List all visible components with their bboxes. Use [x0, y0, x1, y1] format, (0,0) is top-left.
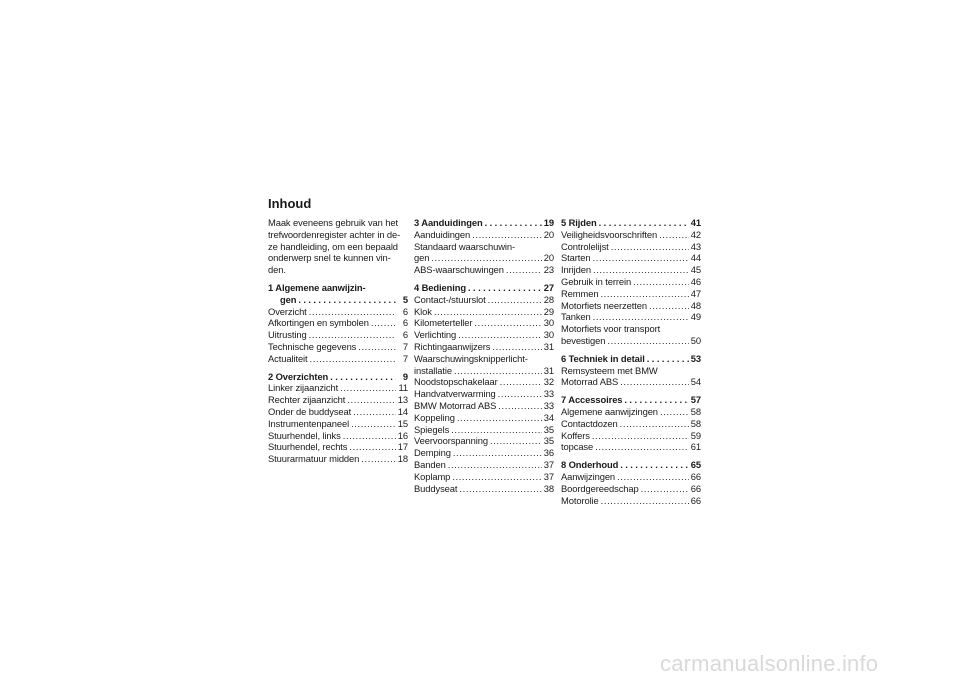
toc-entry-page: 36 — [543, 447, 554, 459]
leader-dots — [620, 459, 689, 471]
toc-entry[interactable] — [561, 495, 701, 507]
toc-entry-page: 37 — [543, 470, 554, 482]
page-title: Inhoud — [268, 196, 312, 211]
toc-entry[interactable] — [414, 294, 554, 306]
toc-entry[interactable] — [268, 418, 408, 430]
toc-entry[interactable] — [268, 353, 408, 365]
toc-entry-page: 58 — [690, 417, 701, 429]
toc-entry-text: Richtingaanwijzers — [414, 340, 491, 352]
toc-section-s2 — [268, 371, 408, 465]
toc-entry-page: 66 — [690, 494, 701, 506]
section-page-number: 27 — [543, 281, 554, 293]
toc-entry[interactable] — [268, 329, 408, 341]
toc-entry[interactable] — [561, 241, 701, 253]
toc-entry[interactable] — [561, 276, 701, 288]
toc-entry-page: 66 — [690, 482, 701, 494]
toc-entry-page: 44 — [690, 252, 701, 264]
toc-entry-page: 33 — [543, 388, 554, 400]
toc-entry-text: Koffers — [561, 429, 590, 441]
toc-entry-page: 54 — [690, 376, 701, 388]
toc-entry-page: 18 — [397, 453, 408, 465]
toc-entry-page: 49 — [690, 311, 701, 323]
leader-dots — [659, 229, 689, 241]
section-heading-line[interactable] — [561, 353, 701, 365]
toc-entry-text: Contactdozen — [561, 417, 618, 429]
toc-entry-text: Buddyseat — [414, 482, 458, 494]
section-page-number: 41 — [690, 217, 701, 228]
toc-entry-page: 46 — [690, 275, 701, 287]
toc-entry-text: Handvatverwarming — [414, 388, 496, 400]
toc-entry-text: topcase — [561, 441, 594, 453]
toc-entry-text: Veiligheidsvoorschriften — [561, 228, 658, 240]
toc-entry-text: Stuurarmatuur midden — [268, 453, 360, 465]
leader-dots — [458, 329, 542, 341]
leader-dots — [358, 341, 396, 353]
toc-column-1 — [268, 217, 408, 471]
leader-dots — [617, 471, 689, 483]
section-heading-text: 4 Bediening — [414, 281, 467, 293]
toc-entry-text: Overzicht — [268, 305, 307, 317]
leader-dots — [599, 217, 689, 229]
leader-dots — [448, 459, 542, 471]
toc-entry-page: 7 — [402, 340, 408, 352]
toc-entry[interactable] — [414, 388, 554, 400]
toc-entry-text: Onder de buddyseat — [268, 405, 352, 417]
toc-entry-text: Motorrad ABS — [561, 376, 619, 388]
section-page-number: 53 — [690, 352, 701, 364]
leader-dots — [454, 365, 542, 377]
leader-dots — [457, 412, 542, 424]
toc-entry[interactable] — [561, 376, 701, 388]
leader-dots — [451, 424, 542, 436]
leader-dots — [474, 317, 541, 329]
toc-entry[interactable] — [414, 435, 554, 447]
toc-entry[interactable] — [414, 459, 554, 471]
leader-dots — [607, 335, 688, 347]
toc-entry[interactable] — [561, 300, 701, 312]
toc-entry-text: gen — [414, 252, 430, 264]
leader-dots — [490, 435, 542, 447]
toc-entry-text: Algemene aanwijzingen — [561, 405, 658, 417]
toc-entry-page: 32 — [543, 376, 554, 388]
toc-entry-text: installatie — [414, 364, 452, 376]
toc-entry[interactable] — [414, 329, 554, 341]
toc-section-s6 — [561, 353, 701, 388]
toc-entry[interactable] — [414, 341, 554, 353]
section-heading-text: gen — [280, 293, 297, 305]
toc-entry[interactable] — [268, 382, 408, 394]
section-heading — [268, 282, 408, 306]
toc-entry-text: Actualiteit — [268, 352, 308, 364]
toc-section-s4 — [414, 282, 554, 494]
toc-entry-page: 48 — [690, 299, 701, 311]
leader-dots — [468, 282, 542, 294]
section-heading-text: 5 Rijden — [561, 217, 597, 228]
toc-entry-page: 34 — [543, 411, 554, 423]
toc-entry-first-line[interactable]: Waarschuwingsknipperlicht- — [414, 352, 528, 364]
section-heading-line[interactable] — [561, 394, 701, 406]
toc-entry-page: 6 — [402, 329, 408, 341]
toc-entry-text: Starten — [561, 252, 591, 264]
section-heading — [561, 353, 701, 365]
toc-entry-text: Motorfiets neerzetten — [561, 299, 647, 311]
toc-column-3 — [561, 217, 701, 512]
toc-entry-page: 59 — [690, 429, 701, 441]
toc-section-s5 — [561, 217, 701, 347]
leader-dots — [347, 394, 395, 406]
section-page-number: 57 — [690, 394, 701, 406]
toc-entry-text: Controlelijst — [561, 240, 609, 252]
toc-entry-page: 58 — [690, 405, 701, 417]
section-heading-line[interactable] — [268, 371, 408, 383]
watermark: carmanualsonline.info — [660, 651, 879, 676]
section-heading-line[interactable] — [414, 217, 554, 229]
toc-entry[interactable] — [561, 406, 701, 418]
leader-dots — [330, 371, 396, 383]
leader-dots — [601, 495, 689, 507]
toc-entry-text: ABS-waarschuwingen — [414, 264, 504, 276]
toc-entry-text: Klok — [414, 305, 432, 317]
toc-entry[interactable] — [268, 406, 408, 418]
leader-dots — [498, 400, 541, 412]
leader-dots — [361, 453, 395, 465]
toc-entry-page: 28 — [543, 293, 554, 305]
section-heading-first-line: 1 Algemene aanwijzin- — [268, 281, 366, 293]
leader-dots — [593, 264, 689, 276]
toc-entry[interactable] — [414, 252, 554, 264]
section-heading — [414, 282, 554, 294]
toc-entry[interactable] — [268, 430, 408, 442]
leader-dots — [624, 394, 688, 406]
section-heading — [414, 217, 554, 229]
toc-entry-page: 66 — [690, 470, 701, 482]
toc-entry-text: Aanwijzingen — [561, 470, 616, 482]
toc-entry-page: 30 — [543, 329, 554, 341]
toc-entry[interactable] — [414, 376, 554, 388]
toc-entry-text: Uitrusting — [268, 329, 307, 341]
toc-entry-text: bevestigen — [561, 334, 606, 346]
toc-entry-text: Noodstopschakelaar — [414, 376, 498, 388]
toc-entry[interactable] — [268, 441, 408, 453]
leader-dots — [593, 252, 689, 264]
toc-entry[interactable] — [414, 400, 554, 412]
toc-entry[interactable] — [561, 229, 701, 241]
toc-entry-text: Verlichting — [414, 329, 457, 341]
toc-entry-page: 29 — [543, 305, 554, 317]
leader-dots — [647, 353, 689, 365]
toc-entry-page: 6 — [402, 317, 408, 329]
toc-entry-page: 45 — [690, 264, 701, 276]
toc-entry-text: Technische gegevens — [268, 340, 357, 352]
toc-entry-text: Banden — [414, 458, 446, 470]
toc-entry[interactable] — [561, 288, 701, 300]
section-heading-line[interactable] — [414, 282, 554, 294]
toc-entry[interactable] — [561, 264, 701, 276]
section-heading-text: 8 Onderhoud — [561, 459, 619, 471]
toc-entry-page: 11 — [398, 382, 408, 394]
leader-dots — [349, 441, 395, 453]
toc-entry[interactable] — [561, 471, 701, 483]
toc-entry-first-line[interactable]: Motorfiets voor transport — [561, 323, 661, 335]
leader-dots — [353, 406, 396, 418]
toc-entry-page: 14 — [397, 405, 408, 417]
toc-entry[interactable] — [561, 418, 701, 430]
leader-dots — [485, 217, 542, 229]
toc-entry[interactable] — [268, 453, 408, 465]
toc-entry[interactable] — [414, 424, 554, 436]
toc-entry-page: 16 — [397, 429, 408, 441]
toc-entry-page: 23 — [543, 264, 554, 276]
toc-entry[interactable] — [414, 264, 554, 276]
toc-entry-text: Boordgereedschap — [561, 482, 639, 494]
toc-section-s8 — [561, 459, 701, 506]
section-page-number: 65 — [690, 459, 701, 471]
toc-entry-text: Demping — [414, 447, 451, 459]
toc-entry-first-line[interactable]: Remsysteem met BMW — [561, 364, 658, 376]
toc-entry-page: 20 — [543, 252, 554, 264]
section-heading — [561, 217, 701, 229]
toc-entry[interactable] — [561, 430, 701, 442]
toc-entry-page: 33 — [543, 399, 554, 411]
toc-entry-text: Instrumentenpaneel — [268, 417, 350, 429]
leader-dots — [500, 376, 542, 388]
toc-entry[interactable] — [414, 412, 554, 424]
toc-entry[interactable] — [561, 441, 701, 453]
leader-dots — [340, 382, 396, 394]
toc-entry-page: 6 — [402, 305, 408, 317]
leader-dots — [310, 353, 396, 365]
toc-entry[interactable] — [268, 394, 408, 406]
leader-dots — [611, 241, 689, 253]
toc-entry[interactable] — [414, 471, 554, 483]
toc-entry-page: 35 — [543, 423, 554, 435]
toc-entry-page: 20 — [543, 228, 554, 240]
toc-entry-text: Afkortingen en symbolen — [268, 317, 369, 329]
leader-dots — [434, 306, 542, 318]
toc-entry-page: 61 — [690, 441, 701, 453]
toc-entry-text: Koppeling — [414, 411, 455, 423]
toc-section-s3 — [414, 217, 554, 276]
toc-entry[interactable] — [268, 341, 408, 353]
leader-dots — [452, 471, 541, 483]
toc-entry-page: 13 — [397, 394, 408, 406]
leader-dots — [343, 430, 396, 442]
toc-entry-page: 37 — [543, 458, 554, 470]
toc-section-s7 — [561, 394, 701, 453]
section-heading-text: 2 Overzichten — [268, 370, 329, 382]
toc-entry-page: 15 — [397, 417, 408, 429]
leader-dots — [592, 430, 689, 442]
section-heading — [561, 394, 701, 406]
toc-entry-text: Veervoorspanning — [414, 435, 488, 447]
toc-entry-text: Aanduidingen — [414, 228, 471, 240]
toc-entry-page: 47 — [690, 287, 701, 299]
toc-entry[interactable] — [414, 365, 554, 377]
toc-entry[interactable] — [561, 335, 701, 347]
leader-dots — [472, 229, 542, 241]
toc-entry[interactable] — [414, 317, 554, 329]
section-heading — [268, 371, 408, 383]
leader-dots — [506, 264, 542, 276]
section-heading-text: 6 Techniek in detail — [561, 352, 645, 364]
section-heading — [561, 459, 701, 471]
toc-entry-text: BMW Motorrad ABS — [414, 399, 497, 411]
section-heading-line[interactable] — [561, 459, 701, 471]
toc-entry-text: Remmen — [561, 287, 599, 299]
leader-dots — [600, 288, 688, 300]
toc-entry-text: Linker zijaanzicht — [268, 382, 339, 394]
leader-dots — [620, 418, 689, 430]
leader-dots — [459, 483, 541, 495]
section-page-number: 5 — [402, 293, 408, 305]
toc-entry-text: Spiegels — [414, 423, 450, 435]
leader-dots — [633, 276, 689, 288]
leader-dots — [431, 252, 541, 264]
toc-section-s1 — [268, 282, 408, 365]
leader-dots — [309, 306, 396, 318]
toc-entry-page: 30 — [543, 317, 554, 329]
section-heading-text: 3 Aanduidingen — [414, 217, 483, 228]
section-heading-text: 7 Accessoires — [561, 394, 623, 406]
toc-entry-page: 43 — [690, 240, 701, 252]
leader-dots — [641, 483, 689, 495]
leader-dots — [595, 441, 689, 453]
section-page-number: 19 — [543, 217, 554, 228]
toc-entry-page: 50 — [690, 334, 701, 346]
toc-entry-page: 31 — [543, 340, 554, 352]
leader-dots — [620, 376, 689, 388]
toc-entry-first-line[interactable]: Standaard waarschuwin- — [414, 240, 515, 252]
toc-entry-text: Stuurhendel, rechts — [268, 441, 348, 453]
toc-entry-text: Koplamp — [414, 470, 451, 482]
leader-dots — [453, 447, 542, 459]
toc-entry[interactable] — [268, 306, 408, 318]
toc-entry-page: 35 — [543, 435, 554, 447]
leader-dots — [593, 311, 689, 323]
toc-column-2 — [414, 217, 554, 500]
leader-dots — [488, 294, 542, 306]
leader-dots — [309, 329, 396, 341]
toc-entry-page: 42 — [690, 228, 701, 240]
leader-dots — [298, 294, 396, 306]
section-heading-line[interactable] — [561, 217, 701, 229]
leader-dots — [660, 406, 689, 418]
toc-entry-page: 7 — [402, 352, 408, 364]
leader-dots — [498, 388, 542, 400]
toc-entry-text: Rechter zijaanzicht — [268, 394, 346, 406]
toc-entry-text: Contact-/stuurslot — [414, 293, 486, 305]
section-heading-line[interactable] — [280, 294, 408, 306]
leader-dots — [371, 317, 396, 329]
toc-entry-text: Kilometerteller — [414, 317, 473, 329]
intro-text: Maak eveneens gebruik van het trefwoordenregister achter in de-ze handleiding, om een bepaald onderwerp snel te kunnen vin-den. — [268, 217, 401, 276]
toc-entry-text: Stuurhendel, links — [268, 429, 341, 441]
toc-entry[interactable] — [414, 447, 554, 459]
toc-entry[interactable] — [414, 483, 554, 495]
toc-entry-text: Gebruik in terrein — [561, 275, 632, 287]
toc-entry-text: Inrijden — [561, 264, 591, 276]
toc-entry[interactable] — [561, 252, 701, 264]
toc-entry-text: Tanken — [561, 311, 591, 323]
leader-dots — [492, 341, 541, 353]
toc-entry-page: 17 — [397, 441, 408, 453]
toc-entry[interactable] — [268, 317, 408, 329]
toc-entry-text: Motorolie — [561, 494, 599, 506]
leader-dots — [649, 300, 689, 312]
toc-entry[interactable] — [414, 229, 554, 241]
leader-dots — [351, 418, 396, 430]
toc-entry-page: 31 — [543, 364, 554, 376]
toc-entry[interactable] — [561, 311, 701, 323]
toc-entry[interactable] — [561, 483, 701, 495]
section-page-number: 9 — [402, 370, 408, 382]
toc-entry-page: 38 — [543, 482, 554, 494]
toc-entry[interactable] — [414, 306, 554, 318]
